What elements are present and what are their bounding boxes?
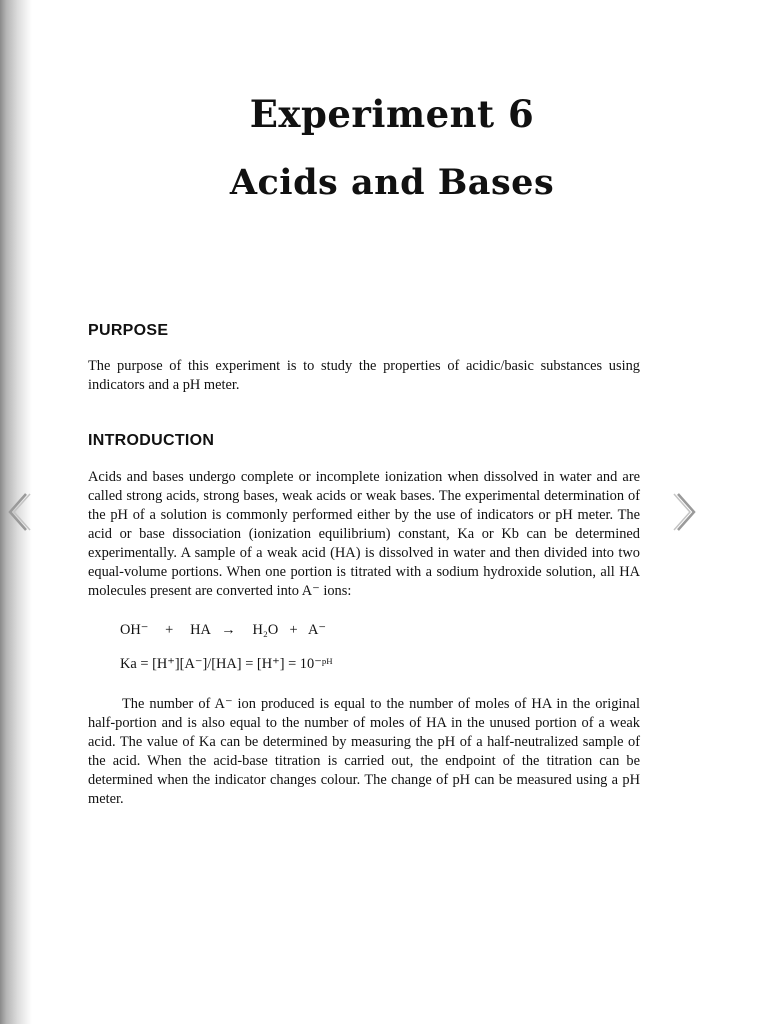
document-page: [32, 0, 768, 1024]
previous-page-button[interactable]: [4, 490, 32, 534]
introduction-paragraph-1: Acids and bases undergo complete or incomplete ionization when dissolved in water and are called strong acids, strong bases, weak acids or weak bases. The experimental determination of the pH of a solution is commonly performed either by the use of indicators or pH meter. The acid or base dissociation (ionization equilibrium) constant, Ka or Kb can be determined experimentally. A sample of a weak acid (HA) is dissolved in water and then divided into two equal-volume portions. When one portion is titrated with a sodium hydroxide solution, all HA molecules present are converted into A⁻ ions:: [88, 469, 640, 599]
experiment-title: Acids and Bases: [229, 162, 555, 203]
chevron-right-icon: [672, 490, 700, 534]
chevron-left-icon: [4, 490, 32, 534]
purpose-heading: PURPOSE: [88, 322, 169, 339]
experiment-number-title: Experiment 6: [249, 92, 535, 136]
introduction-heading: INTRODUCTION: [88, 432, 215, 449]
next-page-button[interactable]: [672, 490, 700, 534]
ka-equation: Ka = [H⁺][A⁻]/[HA] = [H⁺] = 10⁻ᵖᴴ: [120, 656, 333, 672]
purpose-paragraph: The purpose of this experiment is to study the properties of acidic/basic substances using indicators and a pH meter.: [88, 358, 640, 393]
neutralization-equation: OH⁻ + HA → H₂O + A⁻: [120, 622, 326, 638]
introduction-paragraph-2: The number of A⁻ ion produced is equal to the number of moles of HA in the original half-portion and is also equal to the number of moles of HA in the unused portion of a weak acid. The value of Ka can be determined by measuring the pH of a half-neutralized sample of the acid. When the acid-base titration is carried out, the endpoint of the titration can be determined when the indicator changes colour. The change of pH can be measured using a pH meter.: [88, 696, 640, 807]
